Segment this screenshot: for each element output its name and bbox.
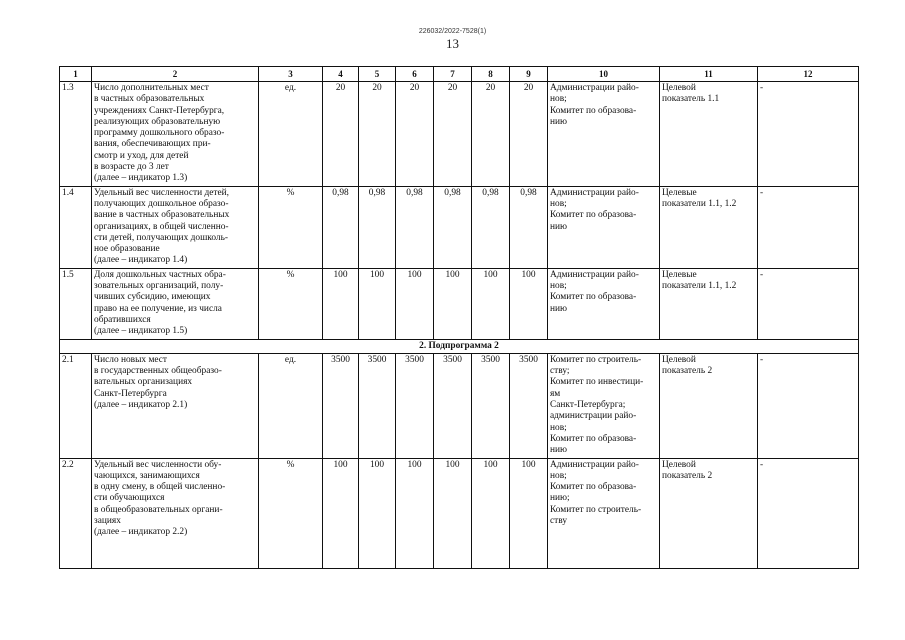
unit-cell: % xyxy=(259,268,323,339)
col-header: 6 xyxy=(396,67,434,82)
target-cell: Целевые показатели 1.1, 1.2 xyxy=(660,268,758,339)
col-header: 8 xyxy=(472,67,510,82)
unit-cell: ед. xyxy=(259,82,323,187)
note-cell: - xyxy=(758,268,859,339)
subprogram-title: 2. Подпрограмма 2 xyxy=(60,339,859,353)
value-cell: 3500 xyxy=(359,353,396,458)
value-cell: 0,98 xyxy=(359,186,396,268)
target-cell: Целевой показатель 1.1 xyxy=(660,82,758,187)
note-cell: - xyxy=(758,353,859,458)
target-cell: Целевой показатель 2 xyxy=(660,353,758,458)
col-header: 11 xyxy=(660,67,758,82)
col-header: 12 xyxy=(758,67,859,82)
unit-cell: ед. xyxy=(259,353,323,458)
table-row xyxy=(60,82,859,187)
value-cell: 0,98 xyxy=(510,186,548,268)
value-cell: 100 xyxy=(510,268,548,339)
note-cell: - xyxy=(758,82,859,187)
table-row xyxy=(60,353,859,458)
value-cell: 0,98 xyxy=(472,186,510,268)
executors-cell: Администрации райо- нов; Комитет по образова- нию xyxy=(548,268,660,339)
value-cell: 3500 xyxy=(472,353,510,458)
unit-cell: % xyxy=(259,186,323,268)
value-cell: 20 xyxy=(323,82,359,187)
table-row xyxy=(60,186,859,268)
executors-cell: Администрации райо- нов; Комитет по образова- нию xyxy=(548,82,660,187)
page-number: 13 xyxy=(446,36,459,51)
executors-cell: Администрации райо- нов; Комитет по образова- нию xyxy=(548,186,660,268)
indicator-name: Число дополнительных мест в частных образовательных учреждениях Санкт-Петербурга, реализующих образовательную программу дошкольного образо- вания, обеспечивающих при- смотр и уход, для детей в возрасте до 3 лет (далее – индикатор 1.3) xyxy=(92,82,259,187)
col-header: 3 xyxy=(259,67,323,82)
value-cell: 100 xyxy=(510,458,548,568)
header-row xyxy=(60,67,859,82)
row-number: 1.3 xyxy=(60,82,92,187)
subprogram-row xyxy=(60,339,859,353)
value-cell: 20 xyxy=(434,82,472,187)
indicator-name: Доля дошкольных частных обра- зовательных организаций, полу- чивших субсидию, имеющих право на ее получение, из числа обратившихся (далее – индикатор 1.5) xyxy=(92,268,259,339)
value-cell: 0,98 xyxy=(323,186,359,268)
value-cell: 100 xyxy=(472,458,510,568)
col-header: 2 xyxy=(92,67,259,82)
row-number: 2.2 xyxy=(60,458,92,568)
value-cell: 0,98 xyxy=(434,186,472,268)
value-cell: 100 xyxy=(396,268,434,339)
value-cell: 0,98 xyxy=(396,186,434,268)
value-cell: 100 xyxy=(434,458,472,568)
col-header: 4 xyxy=(323,67,359,82)
note-cell: - xyxy=(758,186,859,268)
row-number: 1.5 xyxy=(60,268,92,339)
note-cell: - xyxy=(758,458,859,568)
target-cell: Целевой показатель 2 xyxy=(660,458,758,568)
col-header: 1 xyxy=(60,67,92,82)
value-cell: 3500 xyxy=(510,353,548,458)
executors-cell: Комитет по строитель- ству; Комитет по инвестици- ям Санкт-Петербурга; администрации райо- нов; Комитет по образова- нию xyxy=(548,353,660,458)
value-cell: 3500 xyxy=(323,353,359,458)
col-header: 7 xyxy=(434,67,472,82)
value-cell: 100 xyxy=(323,458,359,568)
row-number: 2.1 xyxy=(60,353,92,458)
value-cell: 20 xyxy=(472,82,510,187)
indicator-name: Удельный вес численности обу- чающихся, занимающихся в одну смену, в общей численно- сти обучающихся в общеобразовательных органи- зациях (далее – индикатор 2.2) xyxy=(92,458,259,568)
row-number: 1.4 xyxy=(60,186,92,268)
col-header: 9 xyxy=(510,67,548,82)
col-header: 10 xyxy=(548,67,660,82)
value-cell: 100 xyxy=(434,268,472,339)
value-cell: 20 xyxy=(359,82,396,187)
value-cell: 100 xyxy=(323,268,359,339)
indicator-name: Число новых мест в государственных общеобразо- вательных организациях Санкт-Петербурга (далее – индикатор 2.1) xyxy=(92,353,259,458)
value-cell: 3500 xyxy=(396,353,434,458)
value-cell: 100 xyxy=(359,458,396,568)
value-cell: 20 xyxy=(396,82,434,187)
indicator-name: Удельный вес численности детей, получающих дошкольное образо- вание в частных образовательных организациях, в общей численно- сти детей, получающих дошколь- ное образование (далее – индикатор 1.4) xyxy=(92,186,259,268)
executors-cell: Администрации райо- нов; Комитет по образова- нию; Комитет по строитель- ству xyxy=(548,458,660,568)
value-cell: 100 xyxy=(359,268,396,339)
value-cell: 20 xyxy=(510,82,548,187)
value-cell: 3500 xyxy=(434,353,472,458)
document-code: 226032/2022-7528(1) xyxy=(418,28,487,35)
value-cell: 100 xyxy=(472,268,510,339)
col-header: 5 xyxy=(359,67,396,82)
target-cell: Целевые показатели 1.1, 1.2 xyxy=(660,186,758,268)
table-row xyxy=(60,268,859,339)
table-row xyxy=(60,458,859,568)
indicators-table xyxy=(59,66,859,569)
value-cell: 100 xyxy=(396,458,434,568)
unit-cell: % xyxy=(259,458,323,568)
